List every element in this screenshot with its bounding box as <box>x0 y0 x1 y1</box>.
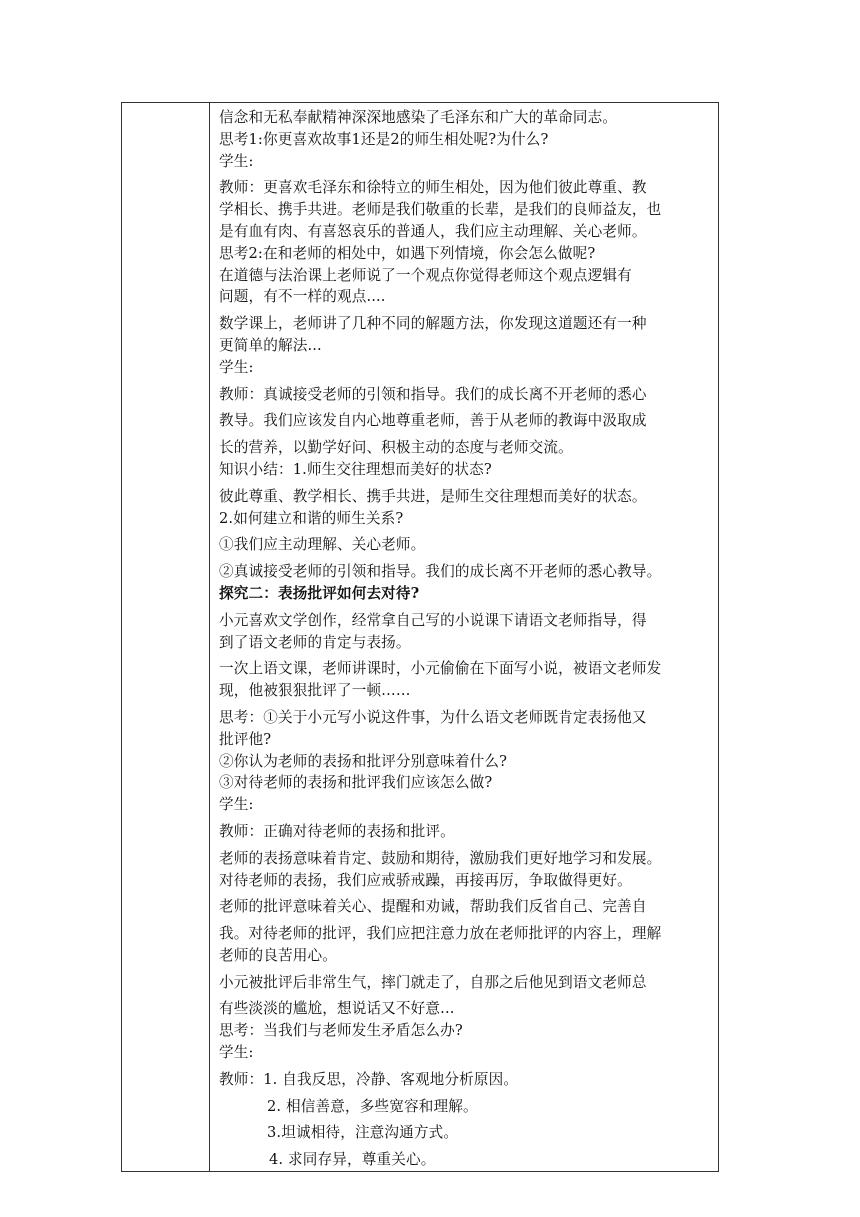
text-line: 老师的表扬意味着肯定、鼓励和期待，激励我们更好地学习和发展。 <box>219 849 662 867</box>
text-line: 长的营养，以勤学好问、积极主动的态度与老师交流。 <box>219 439 573 457</box>
teacher-step: 3.坦诚相待，注意沟通方式。 <box>267 1124 459 1142</box>
text-line: 是有血有肉、有喜怒哀乐的普通人，我们应主动理解、关心老师。 <box>219 222 647 240</box>
question-line: 思考：①关于小元写小说这件事，为什么语文老师既肯定表扬他又 <box>219 708 647 726</box>
text-line: 信念和无私奉献精神深深地感染了毛泽东和广大的革命同志。 <box>219 109 618 126</box>
text-line: 学相长、携手共进。老师是我们敬重的长辈，是我们的良师益友，也 <box>219 201 662 219</box>
story-line: 小元被批评后非常生气，摔门就走了，自那之后他见到语文老师总 <box>219 973 647 991</box>
question-2: 思考2:在和老师的相处中，如遇下列情境，你会怎么做呢? <box>219 244 596 262</box>
text-line: 教导。我们应该发自内心地尊重老师，善于从老师的教诲中汲取成 <box>219 412 647 430</box>
text-line: 我。对待老师的批评，我们应把注意力放在老师批评的内容上，理解 <box>219 925 662 943</box>
scenario-line: 更简单的解法... <box>219 336 322 354</box>
text-line: 对待老师的表扬，我们应戒骄戒躁，再接再厉，争取做得更好。 <box>219 871 632 889</box>
scenario-line: 在道德与法治课上老师说了一个观点你觉得老师这个观点逻辑有 <box>219 266 632 284</box>
scenario-line: 问题，有不一样的观点.... <box>219 288 386 306</box>
student-label: 学生: <box>219 796 254 814</box>
summary-line: 彼此尊重、教学相长、携手共进，是师生交往理想而美好的状态。 <box>219 487 647 505</box>
scenario-line: 数学课上，老师讲了几种不同的解题方法，你发现这道题还有一种 <box>219 315 647 333</box>
question-line: ②你认为老师的表扬和批评分别意味着什么? <box>219 752 508 770</box>
text-line: 老师的批评意味着关心、提醒和劝诫，帮助我们反省自己、完善自 <box>219 898 647 916</box>
student-label: 学生: <box>219 358 254 376</box>
story-line: 到了语文老师的肯定与表扬。 <box>219 633 411 651</box>
text-line: 老师的良苦用心。 <box>219 946 337 964</box>
story-line: 小元喜欢文学创作，经常拿自己写的小说课下请语文老师指导，得 <box>219 611 647 629</box>
question-line: ③对待老师的表扬和批评我们应该怎么做? <box>219 774 493 792</box>
student-label: 学生: <box>219 152 254 170</box>
summary-heading: 知识小结：1.师生交往理想而美好的状态? <box>219 460 492 478</box>
teacher-answer-line: 教师：更喜欢毛泽东和徐特立的师生相处，因为他们彼此尊重、教 <box>219 179 647 197</box>
story-line: 现，他被狠狠批评了一顿…… <box>219 682 411 700</box>
teacher-step: 2. 相信善意，多些宽容和理解。 <box>267 1097 478 1115</box>
question-line: 批评他? <box>219 730 272 748</box>
summary-line: 2.如何建立和谐的师生关系? <box>219 509 404 527</box>
content-cell <box>210 103 719 1172</box>
teacher-answer-line: 教师：正确对待老师的表扬和批评。 <box>219 822 455 840</box>
story-line: 一次上语文课，老师讲课时，小元偷偷在下面写小说，被语文老师发 <box>219 660 662 678</box>
summary-point: ①我们应主动理解、关心老师。 <box>219 536 426 554</box>
teacher-step: 教师：1. 自我反思，冷静、客观地分析原因。 <box>219 1070 519 1088</box>
story-line: 有些淡淡的尴尬，想说话又不好意... <box>219 1000 455 1018</box>
lesson-content <box>210 103 718 1171</box>
teacher-step: 4. 求同存异，尊重关心。 <box>269 1151 436 1169</box>
teacher-answer-line: 教师：真诚接受老师的引领和指导。我们的成长离不开老师的悉心 <box>219 385 647 403</box>
lesson-table <box>121 102 719 1172</box>
student-label: 学生: <box>219 1044 254 1062</box>
summary-point: ②真诚接受老师的引领和指导。我们的成长离不开老师的悉心教导。 <box>219 563 662 581</box>
question-1: 思考1:你更喜欢故事1还是2的师生相处呢?为什么? <box>219 130 549 148</box>
section-heading: 探究二：表扬批评如何去对待? <box>219 584 420 602</box>
left-column-cell <box>122 103 210 1172</box>
question-line: 思考：当我们与老师发生矛盾怎么办? <box>219 1022 463 1040</box>
